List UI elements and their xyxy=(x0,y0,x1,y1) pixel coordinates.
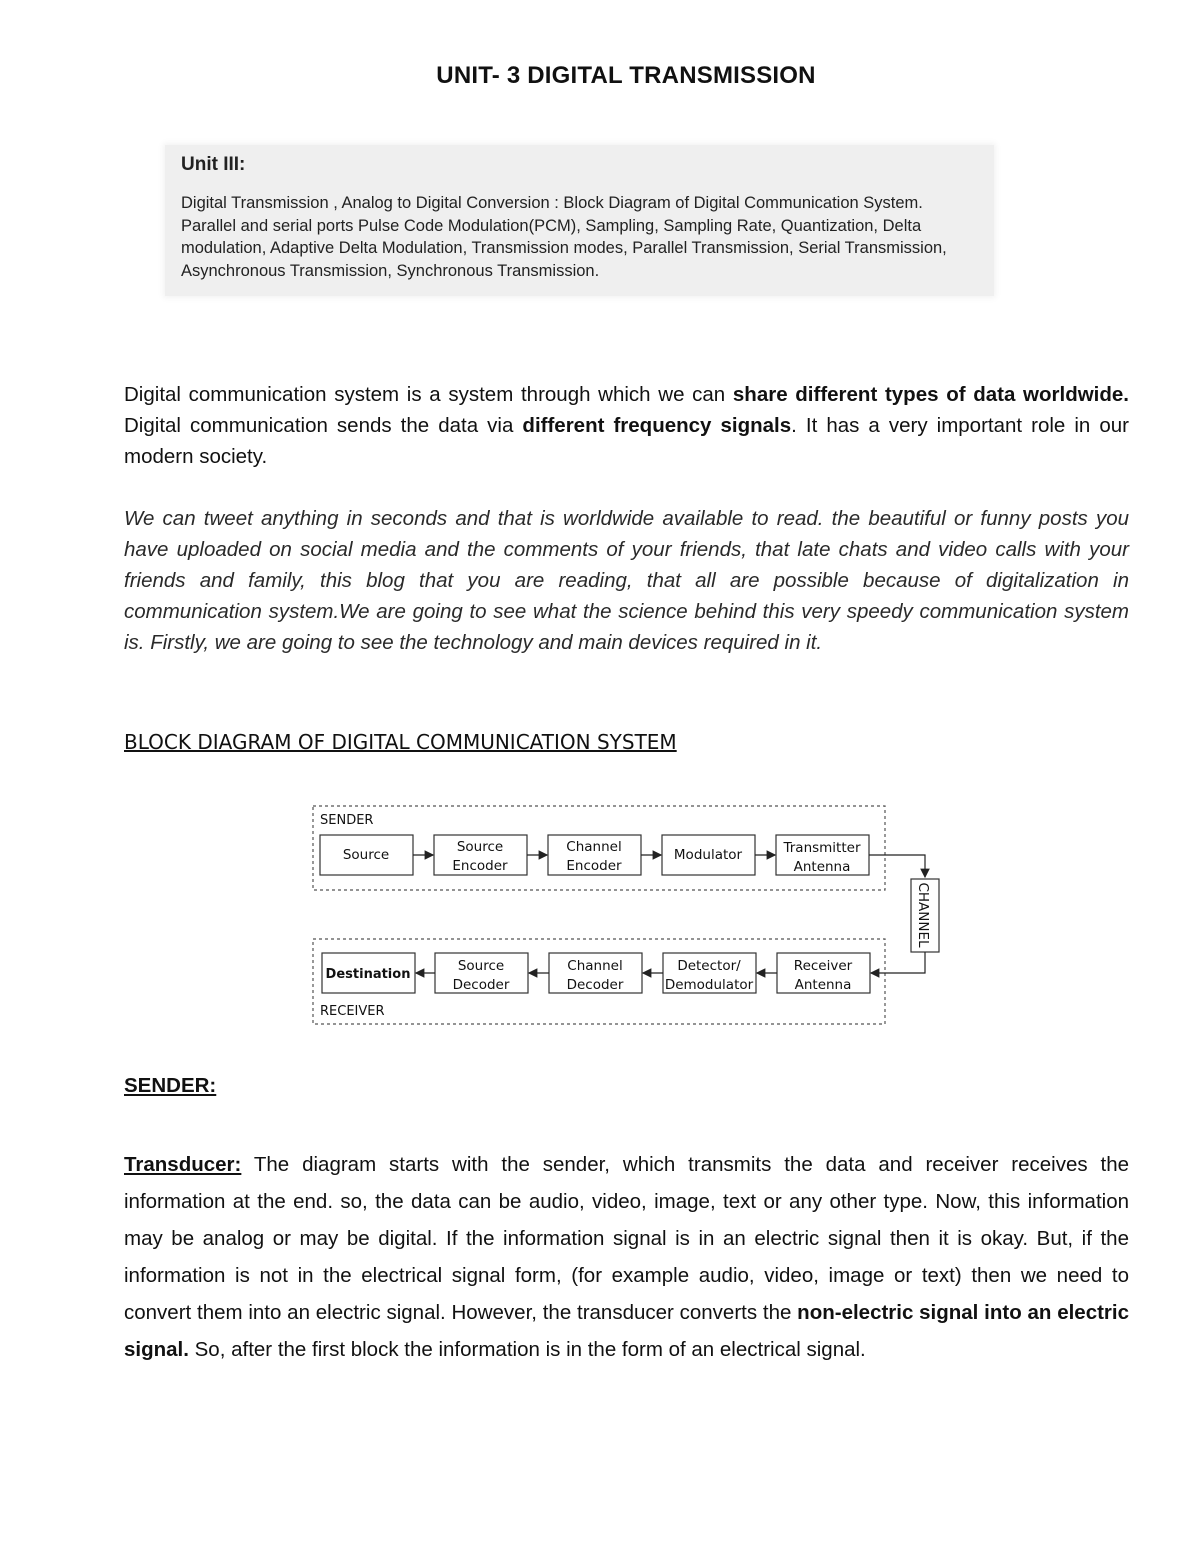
receiver-block-source-decoder-l2: Decoder xyxy=(452,977,510,993)
intro-paragraph xyxy=(124,379,1129,472)
transducer-paragraph xyxy=(124,1146,1129,1368)
receiver-block-source-decoder xyxy=(435,953,528,993)
sender-block-source-encoder-l1: Source xyxy=(456,839,504,855)
sender-block-channel-encoder-l1: Channel xyxy=(566,839,622,855)
receiver-block-demodulator-l2: Demodulator xyxy=(664,977,754,993)
receiver-block-demodulator xyxy=(663,953,756,993)
arrow-from-channel xyxy=(871,952,925,973)
receiver-group-label: RECEIVER xyxy=(320,1004,385,1019)
receiver-block-source-decoder-l1: Source xyxy=(457,958,505,974)
arrow-to-channel xyxy=(869,855,925,877)
receiver-block-channel-decoder-l1: Channel xyxy=(567,958,623,974)
sender-block-channel-encoder xyxy=(548,835,641,875)
channel-block xyxy=(911,879,939,952)
receiver-block-destination xyxy=(322,953,415,993)
receiver-block-channel-decoder-l2: Decoder xyxy=(566,977,624,993)
transducer-bold: non-electric signal into an electric signal. xyxy=(124,1301,1129,1361)
sender-group-label: SENDER xyxy=(320,813,374,828)
sender-block-source-encoder-l2: Encoder xyxy=(452,858,508,874)
channel-label: CHANNEL xyxy=(915,882,931,948)
page-title: UNIT- 3 DIGITAL TRANSMISSION xyxy=(436,62,816,89)
intro-text-3: . It has a very important role in our modern society. xyxy=(124,414,1129,468)
sender-heading: SENDER: xyxy=(124,1074,217,1097)
syllabus-image xyxy=(165,145,994,296)
intro-bold-1: share different types of data worldwide. xyxy=(732,383,1129,406)
sender-block-source xyxy=(320,835,413,875)
transducer-term: Transducer: xyxy=(124,1153,242,1176)
intro-text-2: Digital communication sends the data via xyxy=(124,414,523,437)
sender-block-channel-encoder-l2: Encoder xyxy=(566,858,622,874)
receiver-block-channel-decoder xyxy=(549,953,642,993)
intro-bold-2: different frequency signals xyxy=(522,414,792,437)
receiver-block-receiver-l1: Receiver xyxy=(793,958,853,974)
transducer-text-1: The diagram starts with the sender, which transmits the data and receiver receives the information at the end. so, the data can be audio, video, image, text or any other type. Now, this information may be analog or may be digital. If the information signal is in an electric signal then it is okay. But, if the information is not in the electrical signal form, (for example audio, video, image or text) then we need to convert them into an electric signal. However, the transducer converts the xyxy=(124,1153,1129,1324)
receiver-block-demodulator-l1: Detector/ xyxy=(677,958,741,974)
block-diagram xyxy=(300,795,950,1035)
block-diagram-heading: BLOCK DIAGRAM OF DIGITAL COMMUNICATION SYSTEM xyxy=(124,730,677,754)
receiver-block-destination-label: Destination xyxy=(325,967,411,982)
sender-block-modulator xyxy=(662,835,755,875)
italic-paragraph: We can tweet anything in seconds and that is worldwide available to read. the beautiful or funny posts you have uploaded on social media and the comments of your friends, that late chats and video calls with your friends and family, this blog that you are reading, that all are possible because of digitalization in communication system.We are going to see what the science behind this very speedy communication system is. Firstly, we are going to see the technology and main devices required in it. xyxy=(124,507,1129,654)
sender-block-modulator-label: Modulator xyxy=(673,847,743,863)
receiver-block-receiver-antenna xyxy=(777,953,870,993)
sender-block-transmitter-l2: Antenna xyxy=(793,859,851,875)
intro-text-1: Digital communication system is a system through which we can xyxy=(124,383,733,406)
sender-block-source-encoder xyxy=(434,835,527,875)
sender-block-transmitter-l1: Transmitter xyxy=(783,840,861,856)
sender-block-source-label: Source xyxy=(342,847,390,863)
sender-block-transmitter-antenna xyxy=(776,835,869,875)
syllabus-heading: Unit III: xyxy=(181,154,246,175)
transducer-text-2: So, after the first block the information is in the form of an electrical signal. xyxy=(188,1338,866,1361)
receiver-block-receiver-l2: Antenna xyxy=(794,977,852,993)
syllabus-text: Digital Transmission , Analog to Digital Conversion : Block Diagram of Digital Communication System. Parallel and serial ports Pulse Code Modulation(PCM), Sampling, Sampling Rate, Quantization, Delta modulation, Adaptive Delta Modulation, Transmission modes, Parallel Transmission, Serial Transmission, Asynchronous Transmission, Synchronous Transmission. xyxy=(181,194,947,280)
